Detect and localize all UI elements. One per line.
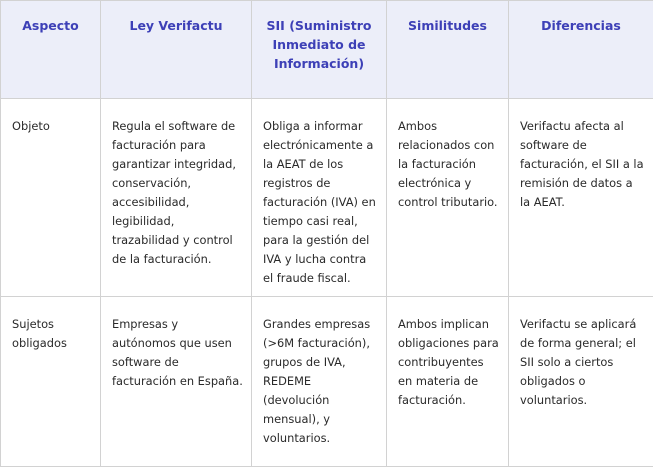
- cell-ley-verifactu: Empresas y autónomos que usen software de facturación en España.: [101, 297, 252, 467]
- cell-sii: Grandes empresas (>6M facturación), grupos de IVA, REDEME (devolución mensual), y voluntarios.: [252, 297, 387, 467]
- header-sii: SII (Suministro Inmediato de Información): [252, 1, 387, 99]
- header-aspecto: Aspecto: [1, 1, 101, 99]
- header-diferencias: Diferencias: [509, 1, 653, 99]
- cell-aspecto: Objeto: [1, 99, 101, 297]
- table-header-row: [1, 1, 653, 99]
- cell-ley-verifactu: Regula el software de facturación para garantizar integridad, conservación, accesibilidad, legibilidad, trazabilidad y control de la facturación.: [101, 99, 252, 297]
- cell-aspecto: Sujetos obligados: [1, 297, 101, 467]
- table-row: [1, 297, 653, 467]
- header-ley-verifactu: Ley Verifactu: [101, 1, 252, 99]
- cell-sii: Obliga a informar electrónicamente a la AEAT de los registros de facturación (IVA) en tiempo casi real, para la gestión del IVA y lucha contra el fraude fiscal.: [252, 99, 387, 297]
- cell-similitudes: Ambos relacionados con la facturación electrónica y control tributario.: [387, 99, 509, 297]
- table-row: [1, 99, 653, 297]
- header-similitudes: Similitudes: [387, 1, 509, 99]
- cell-diferencias: Verifactu se aplicará de forma general; el SII solo a ciertos obligados o voluntarios.: [509, 297, 653, 467]
- cell-diferencias: Verifactu afecta al software de facturación, el SII a la remisión de datos a la AEAT.: [509, 99, 653, 297]
- cell-similitudes: Ambos implican obligaciones para contribuyentes en materia de facturación.: [387, 297, 509, 467]
